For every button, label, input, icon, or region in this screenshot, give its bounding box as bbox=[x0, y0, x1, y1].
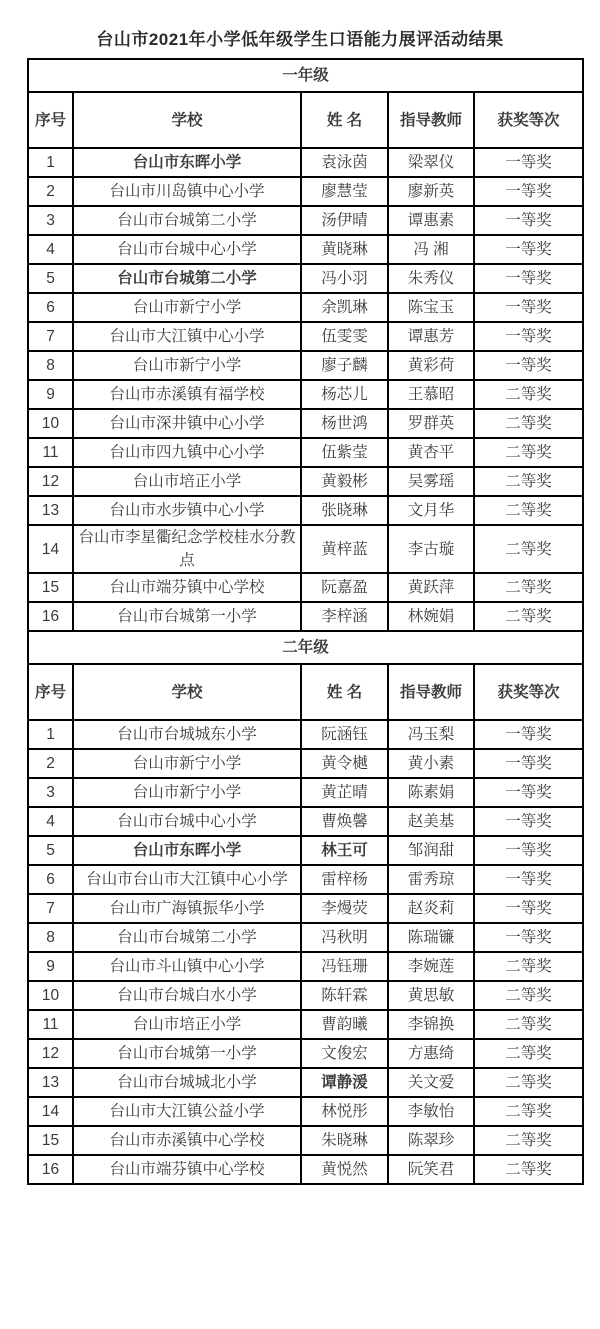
school-cell: 台山市端芬镇中心学校 bbox=[73, 573, 301, 602]
no-cell: 1 bbox=[28, 720, 73, 749]
teacher-cell: 黄跃萍 bbox=[388, 573, 474, 602]
school-cell: 台山市台城第一小学 bbox=[73, 1039, 301, 1068]
column-header-no: 序号 bbox=[28, 92, 73, 148]
name-cell: 杨世鸿 bbox=[301, 409, 388, 438]
name-cell: 冯钰珊 bbox=[301, 952, 388, 981]
name-cell: 雷梓杨 bbox=[301, 865, 388, 894]
table-row bbox=[28, 351, 583, 380]
award-cell: 二等奖 bbox=[474, 573, 583, 602]
school-cell: 台山市台城中心小学 bbox=[73, 235, 301, 264]
teacher-cell: 关文爱 bbox=[388, 1068, 474, 1097]
column-header-school: 学校 bbox=[73, 664, 301, 720]
table-row bbox=[28, 148, 583, 177]
teacher-cell: 阮笑君 bbox=[388, 1155, 474, 1184]
teacher-cell: 陈宝玉 bbox=[388, 293, 474, 322]
award-cell: 二等奖 bbox=[474, 602, 583, 631]
grade-section-row bbox=[28, 59, 583, 92]
column-header-no: 序号 bbox=[28, 664, 73, 720]
teacher-cell: 梁翠仪 bbox=[388, 148, 474, 177]
teacher-cell: 罗群英 bbox=[388, 409, 474, 438]
no-cell: 1 bbox=[28, 148, 73, 177]
results-table bbox=[27, 58, 584, 1185]
name-cell: 陈轩霖 bbox=[301, 981, 388, 1010]
name-cell: 阮涵钰 bbox=[301, 720, 388, 749]
school-cell: 台山市台城第二小学 bbox=[73, 264, 301, 293]
school-cell: 台山市赤溪镇中心学校 bbox=[73, 1126, 301, 1155]
no-cell: 7 bbox=[28, 322, 73, 351]
name-cell: 伍雯雯 bbox=[301, 322, 388, 351]
name-cell: 李梓涵 bbox=[301, 602, 388, 631]
award-cell: 一等奖 bbox=[474, 720, 583, 749]
school-cell: 台山市台城城北小学 bbox=[73, 1068, 301, 1097]
award-cell: 一等奖 bbox=[474, 264, 583, 293]
school-cell: 台山市台城城东小学 bbox=[73, 720, 301, 749]
name-cell: 黄晓琳 bbox=[301, 235, 388, 264]
table-row bbox=[28, 894, 583, 923]
column-header-school: 学校 bbox=[73, 92, 301, 148]
table-row bbox=[28, 836, 583, 865]
school-cell: 台山市新宁小学 bbox=[73, 749, 301, 778]
name-cell: 汤伊晴 bbox=[301, 206, 388, 235]
name-cell: 朱晓琳 bbox=[301, 1126, 388, 1155]
table-row bbox=[28, 177, 583, 206]
no-cell: 10 bbox=[28, 409, 73, 438]
column-header-teacher: 指导教师 bbox=[388, 664, 474, 720]
name-cell: 冯小羽 bbox=[301, 264, 388, 293]
school-cell: 台山市水步镇中心小学 bbox=[73, 496, 301, 525]
table-row bbox=[28, 1068, 583, 1097]
award-cell: 二等奖 bbox=[474, 438, 583, 467]
table-row bbox=[28, 1126, 583, 1155]
teacher-cell: 黄杏平 bbox=[388, 438, 474, 467]
name-cell: 曹焕馨 bbox=[301, 807, 388, 836]
award-cell: 二等奖 bbox=[474, 467, 583, 496]
no-cell: 7 bbox=[28, 894, 73, 923]
school-cell: 台山市大江镇公益小学 bbox=[73, 1097, 301, 1126]
no-cell: 4 bbox=[28, 807, 73, 836]
award-cell: 二等奖 bbox=[474, 525, 583, 573]
award-cell: 二等奖 bbox=[474, 409, 583, 438]
table-row bbox=[28, 438, 583, 467]
grade-section-row bbox=[28, 631, 583, 664]
award-cell: 一等奖 bbox=[474, 923, 583, 952]
no-cell: 9 bbox=[28, 952, 73, 981]
teacher-cell: 廖新英 bbox=[388, 177, 474, 206]
column-header-row bbox=[28, 92, 583, 148]
teacher-cell: 冯玉梨 bbox=[388, 720, 474, 749]
grade-section-header: 一年级 bbox=[28, 59, 583, 92]
school-cell: 台山市台城白水小学 bbox=[73, 981, 301, 1010]
teacher-cell: 李敏怡 bbox=[388, 1097, 474, 1126]
teacher-cell: 黄思敏 bbox=[388, 981, 474, 1010]
no-cell: 6 bbox=[28, 865, 73, 894]
teacher-cell: 朱秀仪 bbox=[388, 264, 474, 293]
award-cell: 一等奖 bbox=[474, 749, 583, 778]
school-cell: 台山市大江镇中心小学 bbox=[73, 322, 301, 351]
school-cell: 台山市四九镇中心小学 bbox=[73, 438, 301, 467]
table-row bbox=[28, 264, 583, 293]
name-cell: 曹韵曦 bbox=[301, 1010, 388, 1039]
name-cell: 袁泳茵 bbox=[301, 148, 388, 177]
table-row bbox=[28, 807, 583, 836]
no-cell: 8 bbox=[28, 923, 73, 952]
name-cell: 林王可 bbox=[301, 836, 388, 865]
no-cell: 2 bbox=[28, 749, 73, 778]
no-cell: 3 bbox=[28, 206, 73, 235]
name-cell: 黄梓蓝 bbox=[301, 525, 388, 573]
name-cell: 冯秋明 bbox=[301, 923, 388, 952]
name-cell: 廖慧莹 bbox=[301, 177, 388, 206]
teacher-cell: 陈素娟 bbox=[388, 778, 474, 807]
name-cell: 黄悦然 bbox=[301, 1155, 388, 1184]
school-cell: 台山市台城中心小学 bbox=[73, 807, 301, 836]
school-cell: 台山市新宁小学 bbox=[73, 293, 301, 322]
school-cell: 台山市培正小学 bbox=[73, 467, 301, 496]
teacher-cell: 黄小素 bbox=[388, 749, 474, 778]
table-row bbox=[28, 467, 583, 496]
name-cell: 张晓琳 bbox=[301, 496, 388, 525]
no-cell: 11 bbox=[28, 1010, 73, 1039]
name-cell: 文俊宏 bbox=[301, 1039, 388, 1068]
table-row bbox=[28, 525, 583, 573]
school-cell: 台山市斗山镇中心小学 bbox=[73, 952, 301, 981]
column-header-award: 获奖等次 bbox=[474, 92, 583, 148]
name-cell: 李熳荧 bbox=[301, 894, 388, 923]
no-cell: 6 bbox=[28, 293, 73, 322]
award-cell: 二等奖 bbox=[474, 1155, 583, 1184]
table-row bbox=[28, 235, 583, 264]
no-cell: 12 bbox=[28, 467, 73, 496]
teacher-cell: 邹润甜 bbox=[388, 836, 474, 865]
teacher-cell: 黄彩荷 bbox=[388, 351, 474, 380]
column-header-name: 姓 名 bbox=[301, 92, 388, 148]
name-cell: 林悦彤 bbox=[301, 1097, 388, 1126]
no-cell: 13 bbox=[28, 1068, 73, 1097]
school-cell: 台山市李星衢纪念学校桂水分教点 bbox=[73, 525, 301, 573]
name-cell: 杨芯儿 bbox=[301, 380, 388, 409]
teacher-cell: 王慕昭 bbox=[388, 380, 474, 409]
table-row bbox=[28, 1155, 583, 1184]
award-cell: 二等奖 bbox=[474, 1039, 583, 1068]
no-cell: 16 bbox=[28, 602, 73, 631]
table-row bbox=[28, 380, 583, 409]
school-cell: 台山市台城第一小学 bbox=[73, 602, 301, 631]
no-cell: 11 bbox=[28, 438, 73, 467]
column-header-row bbox=[28, 664, 583, 720]
table-row bbox=[28, 573, 583, 602]
table-row bbox=[28, 778, 583, 807]
award-cell: 二等奖 bbox=[474, 1068, 583, 1097]
teacher-cell: 方惠绮 bbox=[388, 1039, 474, 1068]
table-row bbox=[28, 865, 583, 894]
teacher-cell: 雷秀琼 bbox=[388, 865, 474, 894]
name-cell: 伍紫莹 bbox=[301, 438, 388, 467]
teacher-cell: 冯 湘 bbox=[388, 235, 474, 264]
table-row bbox=[28, 496, 583, 525]
teacher-cell: 文月华 bbox=[388, 496, 474, 525]
school-cell: 台山市东晖小学 bbox=[73, 836, 301, 865]
teacher-cell: 李古璇 bbox=[388, 525, 474, 573]
column-header-award: 获奖等次 bbox=[474, 664, 583, 720]
award-cell: 一等奖 bbox=[474, 894, 583, 923]
table-row bbox=[28, 981, 583, 1010]
no-cell: 4 bbox=[28, 235, 73, 264]
award-cell: 一等奖 bbox=[474, 322, 583, 351]
table-row bbox=[28, 322, 583, 351]
teacher-cell: 赵美基 bbox=[388, 807, 474, 836]
teacher-cell: 吴雾瑶 bbox=[388, 467, 474, 496]
no-cell: 14 bbox=[28, 525, 73, 573]
school-cell: 台山市赤溪镇有福学校 bbox=[73, 380, 301, 409]
school-cell: 台山市新宁小学 bbox=[73, 778, 301, 807]
page-title: 台山市2021年小学低年级学生口语能力展评活动结果 bbox=[96, 30, 504, 49]
school-cell: 台山市台城第二小学 bbox=[73, 923, 301, 952]
table-row bbox=[28, 952, 583, 981]
no-cell: 15 bbox=[28, 573, 73, 602]
no-cell: 13 bbox=[28, 496, 73, 525]
table-row bbox=[28, 206, 583, 235]
award-cell: 一等奖 bbox=[474, 836, 583, 865]
award-cell: 二等奖 bbox=[474, 952, 583, 981]
award-cell: 二等奖 bbox=[474, 1126, 583, 1155]
teacher-cell: 李锦换 bbox=[388, 1010, 474, 1039]
award-cell: 一等奖 bbox=[474, 778, 583, 807]
no-cell: 5 bbox=[28, 264, 73, 293]
table-row bbox=[28, 293, 583, 322]
award-cell: 一等奖 bbox=[474, 351, 583, 380]
teacher-cell: 赵炎莉 bbox=[388, 894, 474, 923]
award-cell: 一等奖 bbox=[474, 807, 583, 836]
school-cell: 台山市广海镇振华小学 bbox=[73, 894, 301, 923]
award-cell: 二等奖 bbox=[474, 1097, 583, 1126]
award-cell: 一等奖 bbox=[474, 177, 583, 206]
school-cell: 台山市川岛镇中心小学 bbox=[73, 177, 301, 206]
school-cell: 台山市深井镇中心小学 bbox=[73, 409, 301, 438]
table-row bbox=[28, 409, 583, 438]
award-cell: 一等奖 bbox=[474, 148, 583, 177]
school-cell: 台山市台山市大江镇中心小学 bbox=[73, 865, 301, 894]
name-cell: 廖子麟 bbox=[301, 351, 388, 380]
teacher-cell: 谭惠芳 bbox=[388, 322, 474, 351]
name-cell: 黄毅彬 bbox=[301, 467, 388, 496]
table-row bbox=[28, 1039, 583, 1068]
table-row bbox=[28, 1097, 583, 1126]
award-cell: 一等奖 bbox=[474, 293, 583, 322]
school-cell: 台山市端芬镇中心学校 bbox=[73, 1155, 301, 1184]
name-cell: 谭静湲 bbox=[301, 1068, 388, 1097]
table-row bbox=[28, 1010, 583, 1039]
no-cell: 10 bbox=[28, 981, 73, 1010]
column-header-teacher: 指导教师 bbox=[388, 92, 474, 148]
school-cell: 台山市台城第二小学 bbox=[73, 206, 301, 235]
school-cell: 台山市新宁小学 bbox=[73, 351, 301, 380]
award-cell: 一等奖 bbox=[474, 235, 583, 264]
no-cell: 9 bbox=[28, 380, 73, 409]
no-cell: 8 bbox=[28, 351, 73, 380]
no-cell: 2 bbox=[28, 177, 73, 206]
table-row bbox=[28, 720, 583, 749]
award-cell: 二等奖 bbox=[474, 981, 583, 1010]
teacher-cell: 陈瑞镰 bbox=[388, 923, 474, 952]
school-cell: 台山市东晖小学 bbox=[73, 148, 301, 177]
table-row bbox=[28, 923, 583, 952]
table-row bbox=[28, 749, 583, 778]
name-cell: 余凯琳 bbox=[301, 293, 388, 322]
teacher-cell: 林婉娟 bbox=[388, 602, 474, 631]
no-cell: 14 bbox=[28, 1097, 73, 1126]
name-cell: 黄芷晴 bbox=[301, 778, 388, 807]
award-cell: 二等奖 bbox=[474, 380, 583, 409]
award-cell: 一等奖 bbox=[474, 865, 583, 894]
grade-section-header: 二年级 bbox=[28, 631, 583, 664]
table-row bbox=[28, 602, 583, 631]
no-cell: 12 bbox=[28, 1039, 73, 1068]
school-cell: 台山市培正小学 bbox=[73, 1010, 301, 1039]
name-cell: 黄令樾 bbox=[301, 749, 388, 778]
no-cell: 3 bbox=[28, 778, 73, 807]
teacher-cell: 陈翠珍 bbox=[388, 1126, 474, 1155]
award-cell: 二等奖 bbox=[474, 1010, 583, 1039]
no-cell: 5 bbox=[28, 836, 73, 865]
no-cell: 15 bbox=[28, 1126, 73, 1155]
no-cell: 16 bbox=[28, 1155, 73, 1184]
name-cell: 阮嘉盈 bbox=[301, 573, 388, 602]
teacher-cell: 谭惠素 bbox=[388, 206, 474, 235]
teacher-cell: 李婉莲 bbox=[388, 952, 474, 981]
column-header-name: 姓 名 bbox=[301, 664, 388, 720]
award-cell: 二等奖 bbox=[474, 496, 583, 525]
award-cell: 一等奖 bbox=[474, 206, 583, 235]
